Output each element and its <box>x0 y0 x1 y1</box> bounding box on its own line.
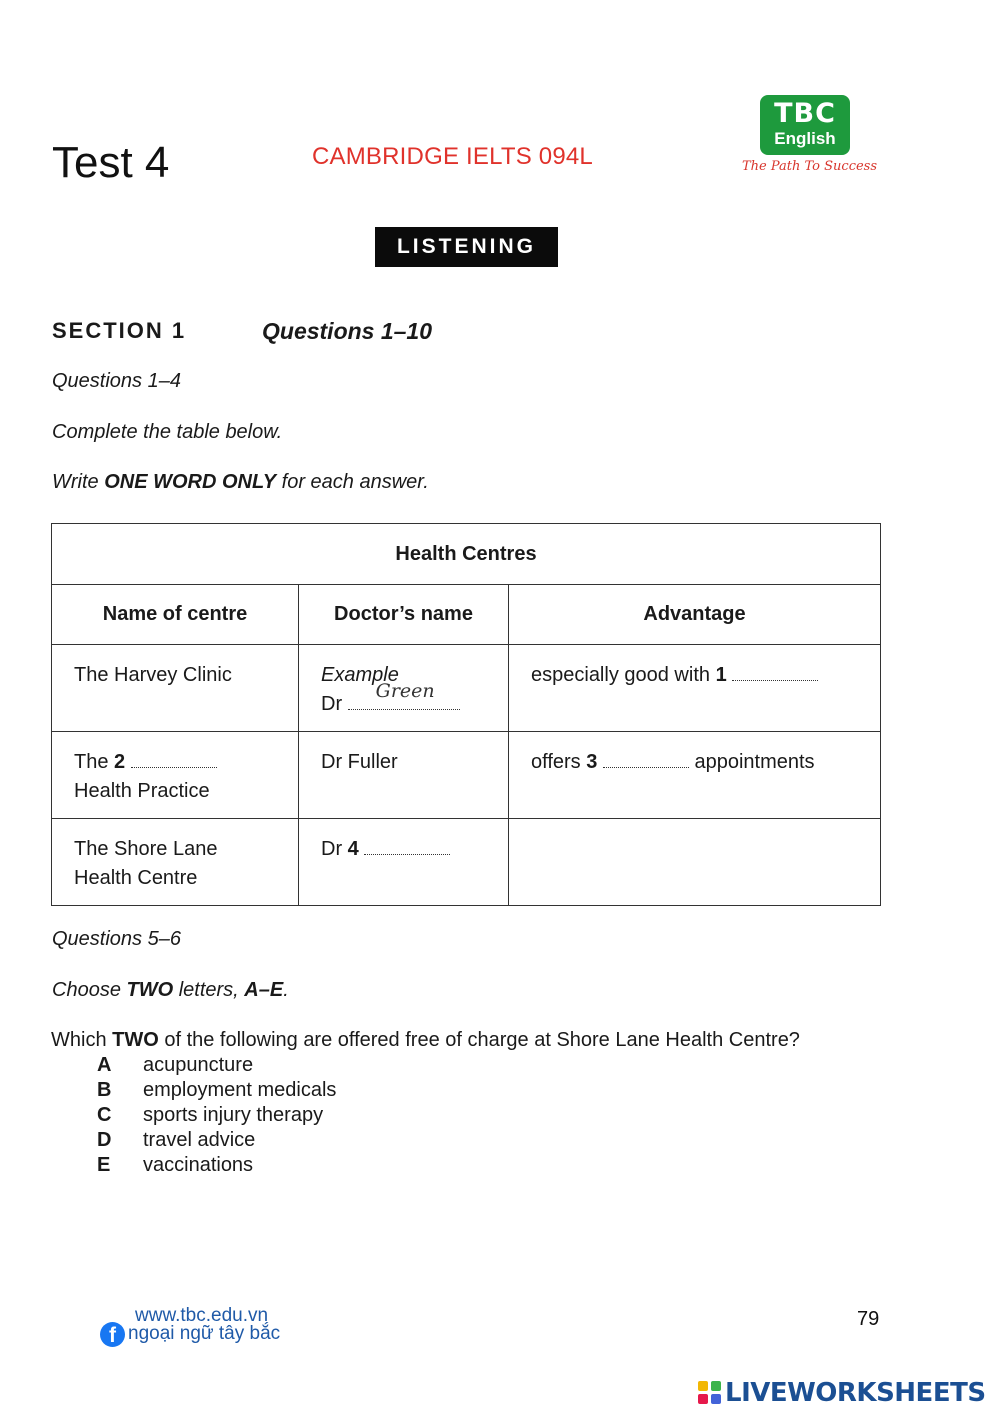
logo-line1: TBC <box>774 98 836 129</box>
questions-5-6-heading: Questions 5–6 <box>52 928 181 950</box>
answer-options <box>97 1053 336 1178</box>
instruction-choose-two: Choose TWO letters, A–E. <box>52 979 289 1001</box>
example-label: Example <box>321 664 399 686</box>
cell-centre-name: The Shore Lane Health Centre <box>52 819 299 906</box>
instruction-word-limit: Write ONE WORD ONLY for each answer. <box>52 471 429 493</box>
website-link[interactable]: www.tbc.edu.vn <box>135 1305 269 1326</box>
health-centres-table <box>51 523 881 906</box>
cell-doctor-q4: Dr 4 <box>299 819 509 906</box>
answer-blank-1[interactable] <box>732 666 818 681</box>
table-row <box>52 819 881 906</box>
option-d[interactable]: D travel advice <box>97 1129 256 1151</box>
listening-banner: LISTENING <box>375 227 558 267</box>
table-row <box>52 732 881 819</box>
cell-advantage-empty <box>509 819 881 906</box>
tbc-english-logo <box>760 95 850 155</box>
cell-centre-name: The Harvey Clinic <box>52 645 299 732</box>
cell-doctor-example: Example Dr Green <box>299 645 509 732</box>
brand-title: CAMBRIDGE IELTS 094L <box>312 143 593 170</box>
page-number: 79 <box>857 1308 880 1330</box>
logo-line2: English <box>774 129 836 148</box>
watermark-text: LIVEWORKSHEETS <box>725 1378 986 1408</box>
option-b[interactable]: B employment medicals <box>97 1079 337 1101</box>
column-header-doctor: Doctor’s name <box>299 585 509 645</box>
cell-advantage-q3: offers 3 appointments <box>509 732 881 819</box>
test-title: Test 4 <box>52 138 170 187</box>
answer-blank-3[interactable] <box>603 753 689 768</box>
cell-advantage-q1: especially good with 1 <box>509 645 881 732</box>
facebook-page-name[interactable]: ngoại ngữ tây bắc <box>128 1323 281 1344</box>
option-c[interactable]: C sports injury therapy <box>97 1104 324 1126</box>
answer-blank-2[interactable] <box>131 753 217 768</box>
section-questions: Questions 1–10 <box>262 318 433 344</box>
column-header-name: Name of centre <box>52 585 299 645</box>
table-row <box>52 645 881 732</box>
option-e[interactable]: E vaccinations <box>97 1154 254 1176</box>
cell-centre-name-q2: The 2 Health Practice <box>52 732 299 819</box>
cell-doctor: Dr Fuller <box>299 732 509 819</box>
option-a[interactable]: A acupuncture <box>97 1054 254 1076</box>
answer-blank-4[interactable] <box>364 840 450 855</box>
liveworksheets-logo-icon <box>698 1381 722 1405</box>
logo-tagline: The Path To Success <box>742 159 878 174</box>
table-caption: Health Centres <box>52 524 881 585</box>
section-label: SECTION 1 <box>52 318 187 343</box>
column-header-advantage: Advantage <box>509 585 881 645</box>
question-stem: Which TWO of the following are offered free of charge at Shore Lane Health Centre? <box>51 1029 800 1051</box>
questions-1-4-heading: Questions 1–4 <box>52 370 181 392</box>
instruction-complete-table: Complete the table below. <box>52 421 283 443</box>
example-answer: Green <box>375 680 435 702</box>
facebook-icon: f <box>100 1322 125 1347</box>
